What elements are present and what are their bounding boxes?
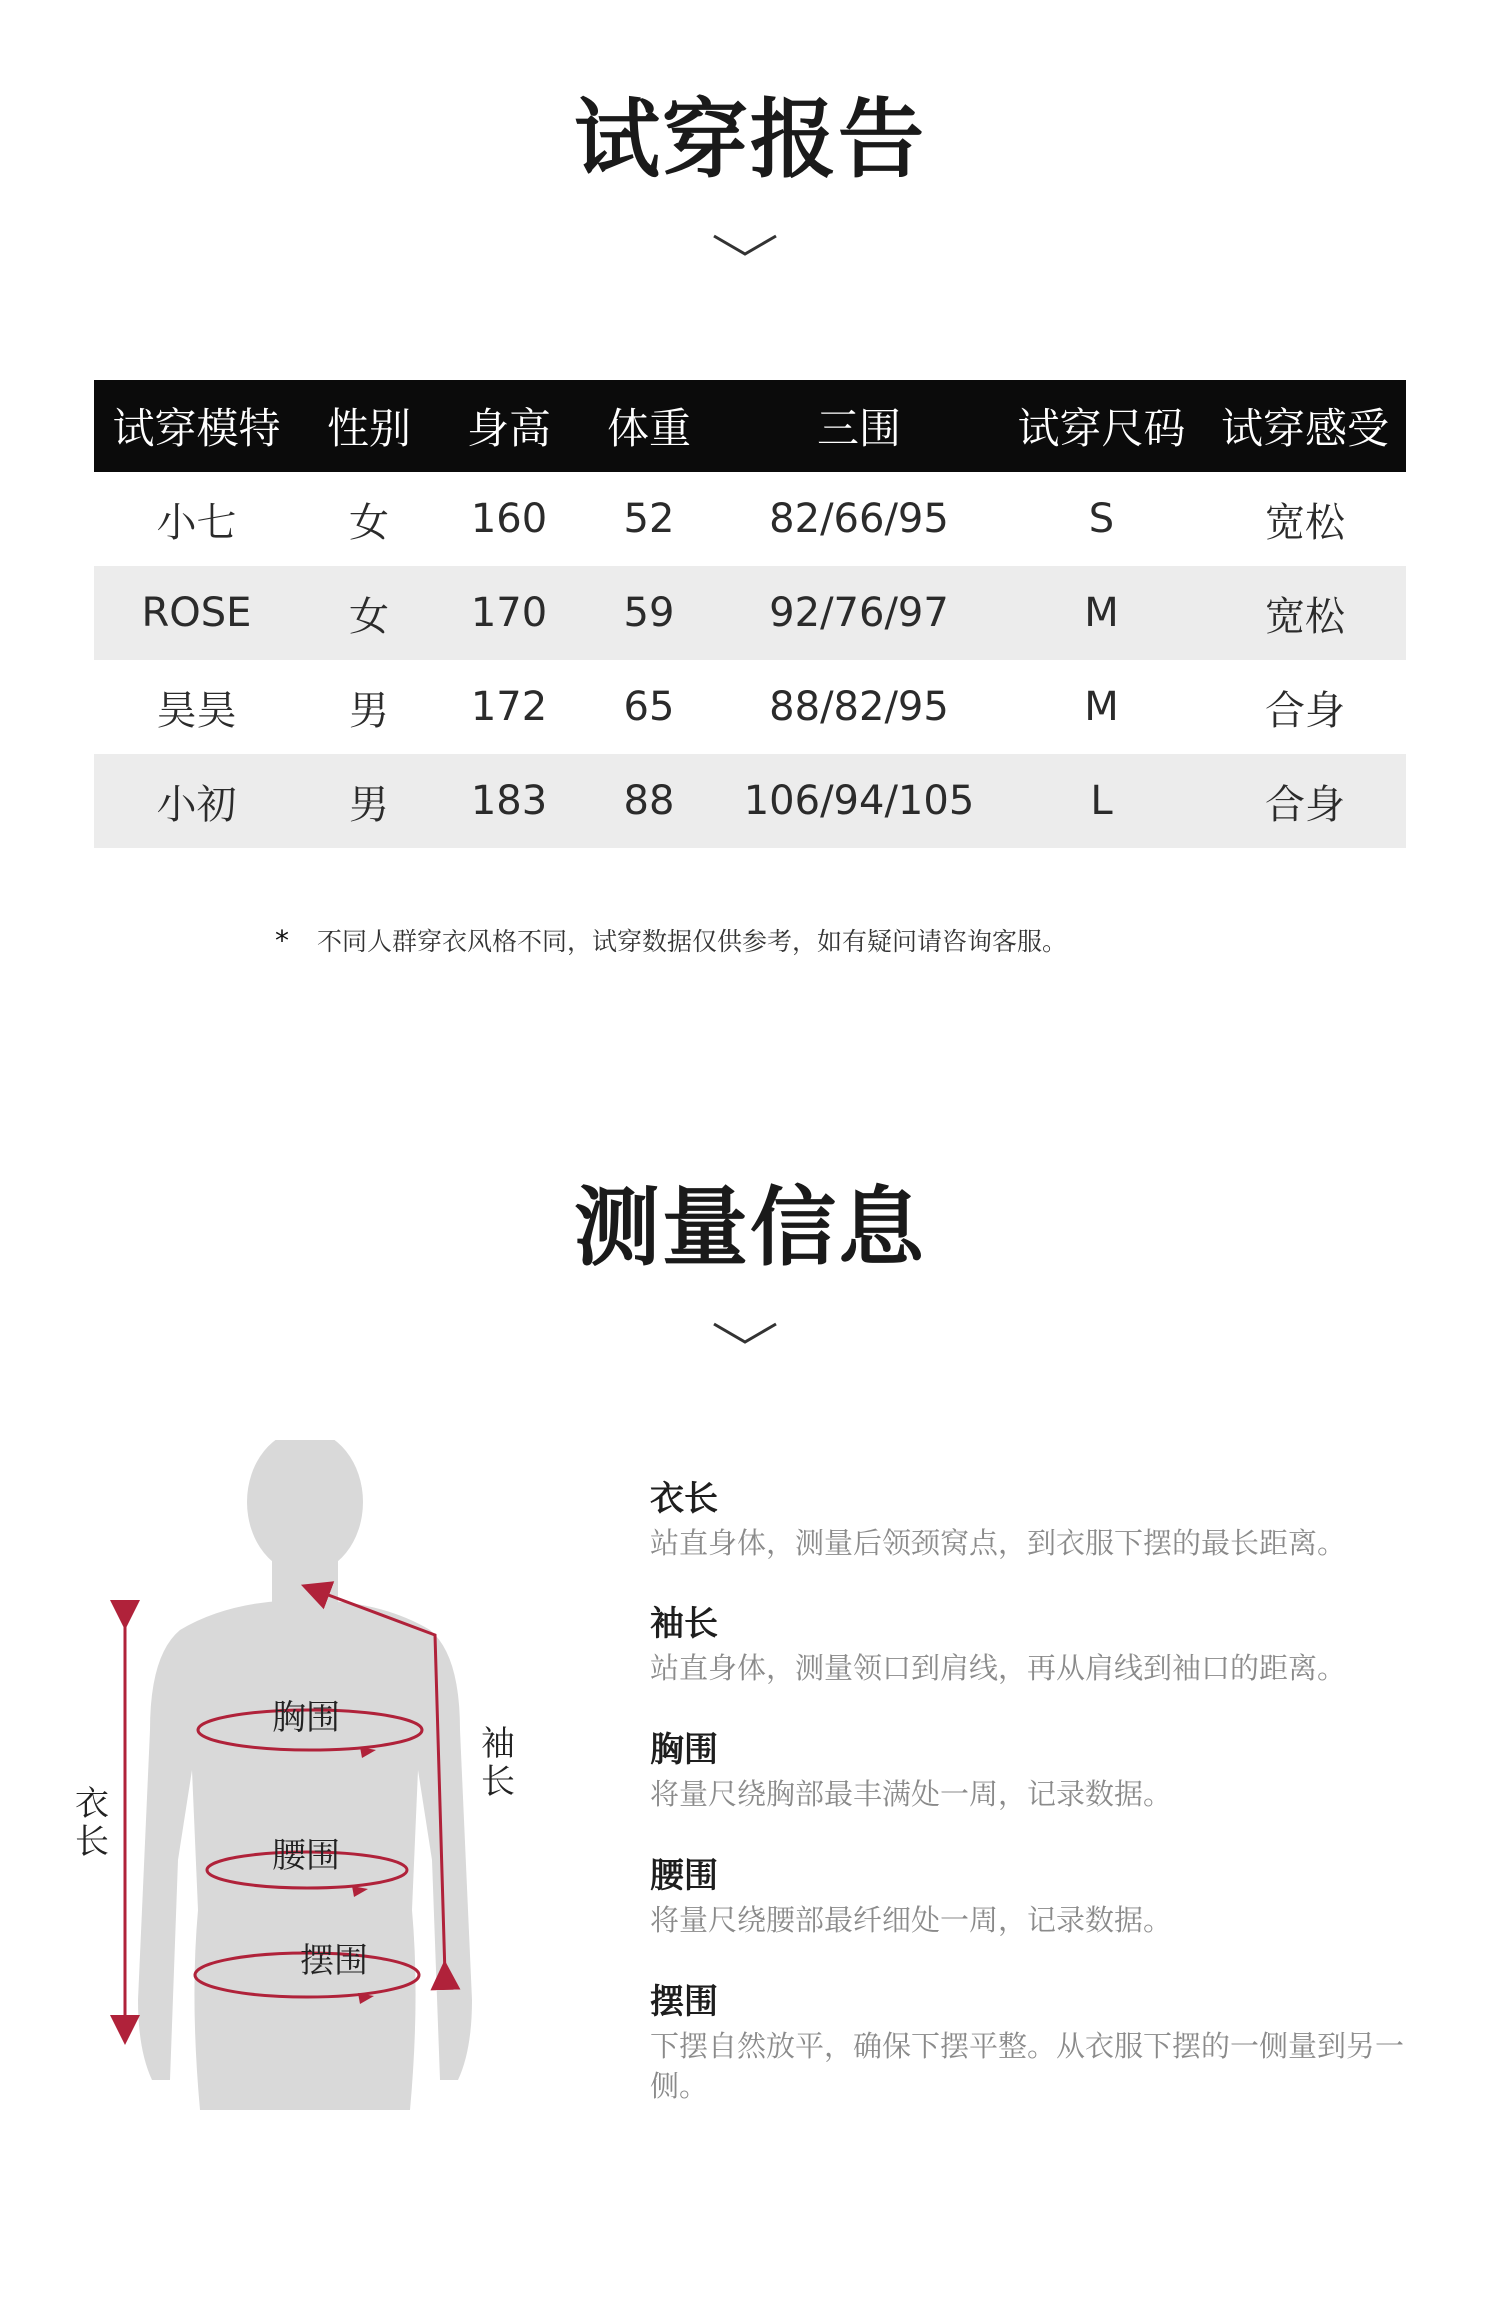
label-length: 衣长 bbox=[75, 1784, 109, 1862]
cell-weight: 59 bbox=[579, 566, 719, 660]
measure-item-desc: 将量尺绕胸部最丰满处一周，记录数据。 bbox=[650, 1777, 1173, 1811]
measure-title: 测量信息 bbox=[574, 1178, 926, 1278]
header-model: 试穿模特 bbox=[94, 380, 299, 472]
cell-gender: 男 bbox=[299, 754, 439, 848]
measure-item-length bbox=[650, 1475, 1470, 1563]
cell-measurements: 106/94/105 bbox=[719, 754, 999, 848]
cell-feel: 合身 bbox=[1204, 754, 1406, 848]
measure-item-title: 衣长 bbox=[650, 1479, 718, 1519]
header-size: 试穿尺码 bbox=[999, 380, 1204, 472]
cell-model: ROSE bbox=[94, 566, 299, 660]
measure-item-desc: 站直身体，测量领口到肩线，再从肩线到袖口的距离。 bbox=[650, 1651, 1347, 1685]
cell-size: L bbox=[999, 754, 1204, 848]
measure-item-title: 摆围 bbox=[650, 1982, 718, 2022]
cell-size: M bbox=[1084, 684, 1119, 730]
cell-feel: 合身 bbox=[1265, 687, 1345, 734]
chevron-down-icon bbox=[710, 1318, 780, 1348]
table-header-row bbox=[94, 380, 1406, 472]
cell-feel: 宽松 bbox=[1204, 566, 1406, 660]
label-hem: 摆围 bbox=[300, 1941, 368, 1981]
cell-measurements: 88/82/95 bbox=[769, 684, 949, 730]
chevron-down-icon bbox=[710, 230, 780, 260]
cell-size: M bbox=[999, 566, 1204, 660]
cell-gender: 女 bbox=[299, 566, 439, 660]
table-row bbox=[94, 660, 1406, 754]
table-row bbox=[94, 472, 1406, 566]
label-chest: 胸围 bbox=[272, 1698, 340, 1738]
cell-size: S bbox=[1088, 496, 1115, 542]
disclaimer-note bbox=[275, 922, 1067, 958]
cell-measurements: 92/76/97 bbox=[719, 566, 999, 660]
measure-item-sleeve bbox=[650, 1600, 1470, 1688]
cell-model: 小七 bbox=[156, 499, 237, 546]
measure-item-title: 胸围 bbox=[650, 1730, 718, 1770]
label-sleeve: 袖长 bbox=[481, 1724, 515, 1802]
measure-item-waist bbox=[650, 1852, 1470, 1940]
cell-weight: 52 bbox=[623, 496, 675, 542]
star-icon: * bbox=[275, 924, 289, 957]
cell-height: 170 bbox=[439, 566, 579, 660]
header-height: 身高 bbox=[439, 380, 579, 472]
cell-height: 183 bbox=[439, 754, 579, 848]
tryon-title: 试穿报告 bbox=[574, 90, 926, 190]
cell-model: 小初 bbox=[94, 754, 299, 848]
header-measurements: 三围 bbox=[719, 380, 999, 472]
measure-item-title: 腰围 bbox=[650, 1856, 718, 1896]
cell-weight: 65 bbox=[623, 684, 675, 730]
table-row bbox=[94, 566, 1406, 660]
cell-feel: 宽松 bbox=[1265, 499, 1345, 546]
cell-weight: 88 bbox=[579, 754, 719, 848]
table-row bbox=[94, 754, 1406, 848]
cell-gender: 男 bbox=[349, 687, 389, 734]
body-silhouette bbox=[60, 1440, 520, 2140]
cell-height: 172 bbox=[470, 684, 548, 730]
cell-model: 昊昊 bbox=[156, 687, 237, 734]
cell-measurements: 82/66/95 bbox=[769, 496, 949, 542]
measure-item-desc: 站直身体，测量后领颈窝点，到衣服下摆的最长距离。 bbox=[650, 1526, 1347, 1560]
measure-item-title: 袖长 bbox=[650, 1604, 718, 1644]
body-measurement-figure bbox=[60, 1440, 520, 2140]
label-waist: 腰围 bbox=[272, 1836, 340, 1876]
cell-height: 160 bbox=[470, 496, 548, 542]
disclaimer-text: 不同人群穿衣风格不同，试穿数据仅供参考，如有疑问请咨询客服。 bbox=[317, 927, 1068, 956]
measure-item-desc: 将量尺绕腰部最纤细处一周，记录数据。 bbox=[650, 1903, 1173, 1937]
header-weight: 体重 bbox=[579, 380, 719, 472]
measure-item-desc: 下摆自然放平，确保下摆平整。从衣服下摆的一侧量到另一侧。 bbox=[650, 2029, 1405, 2103]
measure-item-chest bbox=[650, 1726, 1470, 1814]
measure-item-hem bbox=[650, 1978, 1410, 2106]
header-feel: 试穿感受 bbox=[1204, 380, 1406, 472]
cell-gender: 女 bbox=[349, 499, 389, 546]
tryon-table bbox=[94, 380, 1406, 848]
header-gender: 性别 bbox=[299, 380, 439, 472]
